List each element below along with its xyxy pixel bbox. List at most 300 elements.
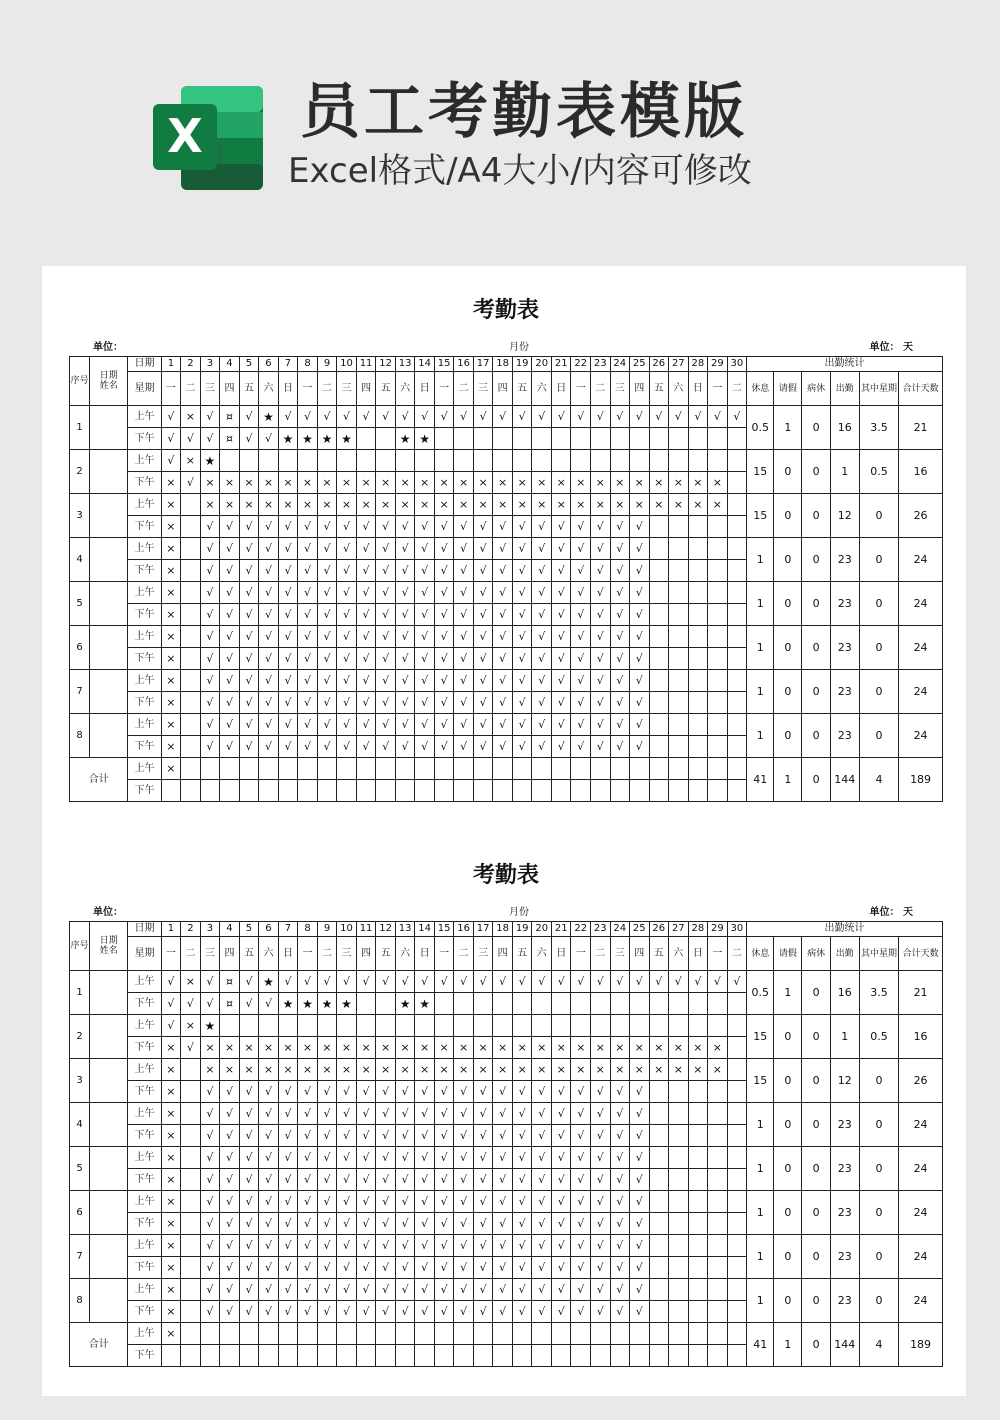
attendance-mark — [590, 1323, 610, 1345]
attendance-mark — [571, 758, 591, 780]
attendance-mark — [630, 1345, 650, 1367]
day-number: 18 — [493, 357, 513, 372]
attendance-mark: √ — [434, 1279, 454, 1301]
attendance-mark: × — [434, 472, 454, 494]
attendance-mark — [708, 428, 728, 450]
attendance-mark: √ — [220, 538, 240, 560]
stats-value: 1 — [747, 670, 774, 714]
attendance-mark — [630, 428, 650, 450]
attendance-mark: √ — [610, 648, 630, 670]
attendance-mark — [298, 450, 318, 472]
attendance-mark — [278, 780, 298, 802]
attendance-mark — [649, 1279, 669, 1301]
attendance-mark — [708, 1169, 728, 1191]
day-number: 7 — [278, 922, 298, 937]
day-number: 25 — [630, 922, 650, 937]
weekday: 六 — [532, 372, 552, 406]
stats-value: 0 — [859, 1235, 898, 1279]
attendance-mark: ★ — [298, 993, 318, 1015]
date-label-cell: 日期 — [128, 922, 161, 937]
attendance-mark: √ — [356, 1279, 376, 1301]
attendance-mark: √ — [239, 692, 259, 714]
stats-value: 0 — [774, 626, 802, 670]
attendance-mark: √ — [610, 714, 630, 736]
attendance-mark: √ — [610, 1125, 630, 1147]
attendance-mark — [708, 1345, 728, 1367]
attendance-mark: √ — [571, 560, 591, 582]
am-label: 上午 — [128, 538, 161, 560]
stats-title: 出勤统计 — [747, 357, 943, 372]
attendance-mark: √ — [571, 1081, 591, 1103]
attendance-mark: √ — [181, 428, 201, 450]
attendance-mark — [532, 428, 552, 450]
attendance-mark — [181, 1323, 201, 1345]
attendance-mark: √ — [493, 1081, 513, 1103]
attendance-mark: √ — [278, 1103, 298, 1125]
attendance-mark: √ — [317, 1213, 337, 1235]
row-seq: 5 — [70, 1147, 90, 1191]
attendance-mark: √ — [473, 626, 493, 648]
attendance-mark: √ — [298, 1279, 318, 1301]
attendance-mark: √ — [337, 971, 357, 993]
unit-right: 单位： 天 — [869, 907, 913, 918]
attendance-mark — [220, 780, 240, 802]
attendance-mark: √ — [571, 648, 591, 670]
attendance-mark: √ — [200, 670, 220, 692]
attendance-mark — [317, 780, 337, 802]
attendance-mark: √ — [356, 1235, 376, 1257]
attendance-mark: √ — [376, 1257, 396, 1279]
attendance-mark — [434, 758, 454, 780]
attendance-mark — [259, 1345, 279, 1367]
day-number: 12 — [376, 922, 396, 937]
attendance-mark: × — [395, 1059, 415, 1081]
attendance-mark: √ — [317, 1147, 337, 1169]
attendance-mark: √ — [259, 714, 279, 736]
row-seq: 8 — [70, 1279, 90, 1323]
attendance-mark: √ — [512, 1081, 532, 1103]
attendance-mark: √ — [376, 582, 396, 604]
attendance-mark — [669, 1235, 689, 1257]
attendance-mark: × — [473, 1059, 493, 1081]
attendance-mark: √ — [395, 1257, 415, 1279]
attendance-mark: × — [454, 1037, 474, 1059]
attendance-mark: √ — [473, 604, 493, 626]
attendance-mark: √ — [610, 538, 630, 560]
attendance-mark: √ — [395, 1147, 415, 1169]
stats-value: 1 — [747, 538, 774, 582]
attendance-mark: √ — [649, 406, 669, 428]
attendance-mark: √ — [532, 971, 552, 993]
attendance-mark: × — [473, 494, 493, 516]
attendance-mark: √ — [532, 1169, 552, 1191]
pm-label: 下午 — [128, 1037, 161, 1059]
stats-col-header: 休息 — [747, 937, 774, 971]
stats-value: 12 — [830, 494, 859, 538]
attendance-mark: ★ — [278, 428, 298, 450]
attendance-mark: √ — [395, 560, 415, 582]
attendance-mark: √ — [493, 604, 513, 626]
attendance-mark: √ — [259, 1125, 279, 1147]
attendance-mark: √ — [278, 1213, 298, 1235]
attendance-mark — [669, 1015, 689, 1037]
attendance-mark — [181, 1279, 201, 1301]
attendance-mark — [649, 1323, 669, 1345]
attendance-mark: √ — [200, 993, 220, 1015]
attendance-mark: √ — [434, 670, 454, 692]
attendance-mark — [239, 758, 259, 780]
attendance-mark: √ — [298, 1169, 318, 1191]
day-number: 21 — [551, 357, 571, 372]
attendance-mark: √ — [415, 604, 435, 626]
day-number: 21 — [551, 922, 571, 937]
attendance-mark: √ — [473, 1081, 493, 1103]
attendance-mark: × — [493, 1037, 513, 1059]
banner — [0, 0, 1000, 260]
attendance-mark — [727, 670, 747, 692]
attendance-mark: × — [688, 1059, 708, 1081]
unit-label: 单位： — [93, 907, 123, 918]
attendance-mark — [649, 560, 669, 582]
attendance-mark — [688, 692, 708, 714]
attendance-mark — [376, 1323, 396, 1345]
stats-value: 23 — [830, 1147, 859, 1191]
attendance-mark: × — [161, 560, 181, 582]
employee-name — [90, 1059, 128, 1103]
attendance-mark — [708, 1081, 728, 1103]
weekday: 二 — [181, 937, 201, 971]
attendance-mark: √ — [473, 692, 493, 714]
attendance-mark — [708, 1015, 728, 1037]
banner-subtitle: Excel格式/A4大小/内容可修改 — [288, 151, 752, 191]
attendance-mark — [259, 1015, 279, 1037]
stats-value: 24 — [899, 1279, 943, 1323]
weekday: 一 — [434, 937, 454, 971]
attendance-mark: √ — [356, 516, 376, 538]
employee-name — [90, 1235, 128, 1279]
stats-value: 16 — [830, 971, 859, 1015]
attendance-mark: √ — [571, 736, 591, 758]
excel-icon — [153, 86, 265, 190]
table-row — [70, 1191, 943, 1213]
attendance-mark: √ — [434, 604, 454, 626]
attendance-mark — [630, 993, 650, 1015]
attendance-mark: √ — [551, 971, 571, 993]
attendance-mark: √ — [454, 1213, 474, 1235]
day-number: 22 — [571, 922, 591, 937]
attendance-mark — [727, 472, 747, 494]
attendance-mark: × — [356, 1059, 376, 1081]
attendance-mark: √ — [239, 428, 259, 450]
attendance-mark: √ — [610, 971, 630, 993]
attendance-mark — [727, 494, 747, 516]
day-number: 6 — [259, 922, 279, 937]
attendance-mark: √ — [239, 1279, 259, 1301]
attendance-mark — [493, 1345, 513, 1367]
attendance-mark — [708, 626, 728, 648]
attendance-mark: × — [512, 494, 532, 516]
am-label: 上午 — [128, 1103, 161, 1125]
attendance-mark — [727, 428, 747, 450]
attendance-mark — [708, 1257, 728, 1279]
stats-value: 0.5 — [859, 1015, 898, 1059]
am-label: 上午 — [128, 1191, 161, 1213]
attendance-mark — [610, 428, 630, 450]
attendance-mark: √ — [551, 1103, 571, 1125]
attendance-mark: √ — [434, 1257, 454, 1279]
weekday: 六 — [669, 372, 689, 406]
attendance-mark: √ — [512, 1147, 532, 1169]
attendance-mark — [512, 428, 532, 450]
weekday: 三 — [337, 937, 357, 971]
attendance-mark: √ — [454, 406, 474, 428]
attendance-mark — [727, 648, 747, 670]
attendance-mark — [571, 1323, 591, 1345]
attendance-mark: × — [356, 472, 376, 494]
attendance-mark — [708, 560, 728, 582]
attendance-mark: × — [454, 472, 474, 494]
stats-value: 0 — [774, 582, 802, 626]
attendance-mark — [551, 758, 571, 780]
attendance-mark: √ — [610, 406, 630, 428]
name-label: 姓名 — [99, 381, 118, 391]
attendance-mark — [220, 758, 240, 780]
day-number: 4 — [220, 922, 240, 937]
stats-value: 16 — [899, 450, 943, 494]
attendance-mark: √ — [415, 1169, 435, 1191]
attendance-mark: √ — [317, 1081, 337, 1103]
attendance-mark — [708, 1213, 728, 1235]
attendance-mark — [708, 1235, 728, 1257]
attendance-mark: √ — [239, 406, 259, 428]
attendance-mark: √ — [239, 560, 259, 582]
stats-value: 0 — [802, 1103, 830, 1147]
attendance-mark: √ — [473, 736, 493, 758]
row-seq: 7 — [70, 670, 90, 714]
stats-value: 144 — [830, 1323, 859, 1367]
attendance-mark: × — [337, 494, 357, 516]
attendance-mark — [473, 1015, 493, 1037]
stats-value: 3.5 — [859, 406, 898, 450]
attendance-mark — [669, 736, 689, 758]
attendance-mark: √ — [512, 714, 532, 736]
attendance-mark: √ — [259, 736, 279, 758]
attendance-mark: √ — [434, 1081, 454, 1103]
attendance-mark: × — [434, 1037, 454, 1059]
weekday: 二 — [317, 937, 337, 971]
attendance-mark: √ — [298, 1147, 318, 1169]
attendance-mark: √ — [551, 692, 571, 714]
attendance-mark: √ — [259, 582, 279, 604]
attendance-mark — [181, 1213, 201, 1235]
attendance-mark: √ — [278, 1191, 298, 1213]
attendance-mark — [434, 1323, 454, 1345]
total-label: 合计 — [70, 758, 128, 802]
attendance-mark: × — [669, 1037, 689, 1059]
attendance-mark: √ — [493, 1169, 513, 1191]
weekday: 四 — [630, 937, 650, 971]
day-number: 1 — [161, 922, 181, 937]
attendance-mark: √ — [298, 538, 318, 560]
am-label: 上午 — [128, 582, 161, 604]
attendance-mark: √ — [259, 1279, 279, 1301]
attendance-mark — [688, 1125, 708, 1147]
attendance-mark: √ — [259, 1169, 279, 1191]
attendance-mark: √ — [161, 450, 181, 472]
weekday: 三 — [610, 937, 630, 971]
attendance-mark — [688, 670, 708, 692]
stats-value: 1 — [830, 450, 859, 494]
attendance-mark: √ — [181, 993, 201, 1015]
attendance-mark: √ — [454, 714, 474, 736]
attendance-mark: ★ — [259, 406, 279, 428]
attendance-mark — [590, 1015, 610, 1037]
stats-value: 1 — [747, 1147, 774, 1191]
stats-value: 1 — [774, 971, 802, 1015]
attendance-mark: √ — [376, 1103, 396, 1125]
day-number: 9 — [317, 922, 337, 937]
attendance-mark: × — [551, 472, 571, 494]
attendance-mark: √ — [610, 1213, 630, 1235]
attendance-mark: √ — [395, 604, 415, 626]
attendance-mark: √ — [376, 670, 396, 692]
attendance-mark: √ — [512, 1169, 532, 1191]
attendance-mark — [708, 670, 728, 692]
attendance-mark — [220, 450, 240, 472]
attendance-mark: √ — [434, 1191, 454, 1213]
attendance-mark: × — [688, 494, 708, 516]
stats-col-header: 其中星期 — [859, 937, 898, 971]
attendance-mark: √ — [337, 1279, 357, 1301]
am-label: 上午 — [128, 450, 161, 472]
attendance-mark: √ — [337, 648, 357, 670]
attendance-mark: × — [551, 1059, 571, 1081]
attendance-mark: × — [590, 494, 610, 516]
attendance-mark — [669, 626, 689, 648]
attendance-mark: × — [532, 1037, 552, 1059]
attendance-mark: √ — [610, 1191, 630, 1213]
day-number: 3 — [200, 357, 220, 372]
attendance-mark — [337, 1345, 357, 1367]
attendance-mark: √ — [415, 1147, 435, 1169]
am-label: 上午 — [128, 670, 161, 692]
stats-value: 0 — [802, 971, 830, 1015]
stats-value: 0 — [859, 582, 898, 626]
pm-label: 下午 — [128, 648, 161, 670]
attendance-mark: ★ — [317, 428, 337, 450]
attendance-mark: √ — [571, 1213, 591, 1235]
attendance-mark — [688, 1147, 708, 1169]
attendance-mark — [259, 450, 279, 472]
attendance-mark — [376, 450, 396, 472]
weekday-label: 星期 — [128, 372, 161, 406]
weekday: 二 — [727, 372, 747, 406]
attendance-mark — [376, 1345, 396, 1367]
attendance-mark: √ — [239, 604, 259, 626]
attendance-mark: × — [220, 494, 240, 516]
attendance-mark — [649, 714, 669, 736]
attendance-mark: × — [551, 494, 571, 516]
attendance-mark — [610, 1345, 630, 1367]
attendance-mark: √ — [298, 692, 318, 714]
stats-value: 41 — [747, 1323, 774, 1367]
attendance-mark: √ — [278, 971, 298, 993]
day-number: 16 — [454, 922, 474, 937]
attendance-mark: √ — [239, 1147, 259, 1169]
attendance-mark — [688, 1213, 708, 1235]
unit-right: 单位： 天 — [869, 342, 913, 353]
attendance-mark — [181, 582, 201, 604]
stats-value: 0 — [774, 450, 802, 494]
stats-value: 23 — [830, 1191, 859, 1235]
attendance-mark: √ — [376, 406, 396, 428]
attendance-mark — [708, 582, 728, 604]
attendance-mark: × — [473, 472, 493, 494]
weekday: 三 — [200, 937, 220, 971]
attendance-mark: √ — [493, 626, 513, 648]
attendance-mark: √ — [239, 1257, 259, 1279]
attendance-mark: × — [669, 494, 689, 516]
attendance-mark — [395, 450, 415, 472]
attendance-mark: × — [161, 582, 181, 604]
attendance-mark: √ — [532, 604, 552, 626]
attendance-mark: √ — [551, 582, 571, 604]
attendance-mark: √ — [239, 1301, 259, 1323]
attendance-mark: × — [161, 1169, 181, 1191]
row-seq: 5 — [70, 582, 90, 626]
attendance-mark: √ — [512, 670, 532, 692]
day-number: 19 — [512, 357, 532, 372]
attendance-mark — [649, 1345, 669, 1367]
attendance-mark: √ — [395, 1235, 415, 1257]
attendance-mark: × — [688, 472, 708, 494]
stats-value: 0 — [802, 758, 830, 802]
day-number: 14 — [415, 357, 435, 372]
attendance-mark: √ — [708, 406, 728, 428]
stats-value: 24 — [899, 670, 943, 714]
attendance-mark: √ — [571, 670, 591, 692]
attendance-mark: √ — [395, 971, 415, 993]
stats-value: 1 — [747, 1235, 774, 1279]
attendance-mark: √ — [298, 971, 318, 993]
attendance-mark: × — [259, 494, 279, 516]
attendance-mark — [434, 1345, 454, 1367]
attendance-mark — [688, 1191, 708, 1213]
attendance-mark: √ — [259, 428, 279, 450]
attendance-mark — [669, 1169, 689, 1191]
attendance-mark: × — [571, 1059, 591, 1081]
attendance-mark — [551, 428, 571, 450]
attendance-mark: √ — [434, 714, 454, 736]
attendance-mark: √ — [376, 1301, 396, 1323]
attendance-mark: √ — [512, 1279, 532, 1301]
attendance-mark: √ — [298, 604, 318, 626]
attendance-mark: √ — [220, 1125, 240, 1147]
attendance-mark — [669, 604, 689, 626]
attendance-mark: √ — [239, 993, 259, 1015]
attendance-mark: √ — [610, 1103, 630, 1125]
table-row — [70, 1103, 943, 1125]
attendance-mark: √ — [630, 1169, 650, 1191]
attendance-mark: × — [200, 1037, 220, 1059]
attendance-mark: √ — [337, 582, 357, 604]
am-label: 上午 — [128, 1147, 161, 1169]
row-seq: 4 — [70, 538, 90, 582]
weekday: 一 — [298, 937, 318, 971]
attendance-mark — [181, 604, 201, 626]
stats-value: 24 — [899, 714, 943, 758]
attendance-mark — [473, 780, 493, 802]
